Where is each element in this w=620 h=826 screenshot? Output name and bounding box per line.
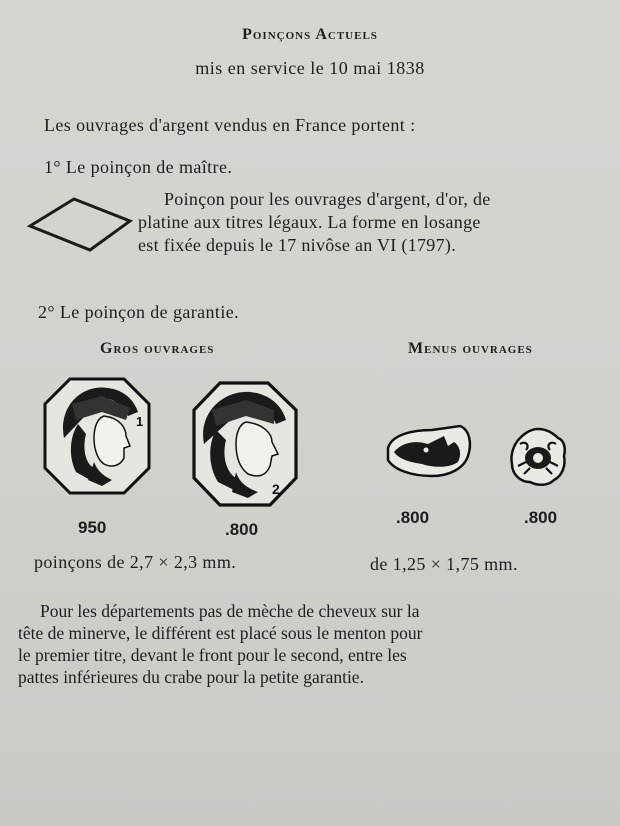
- gros-size-text: poinçons de 2,7 × 2,3 mm.: [34, 552, 237, 572]
- section2-label: 2° Le poinçon de garantie.: [38, 302, 240, 322]
- corner-number: 2: [272, 481, 280, 497]
- footer-line: pattes inférieures du crabe pour la petite garantie.: [18, 667, 364, 687]
- menus-ouvrages-heading: Menus ouvrages: [408, 340, 533, 357]
- minerva-head-icon: [190, 380, 302, 508]
- section1-description: [138, 188, 491, 257]
- section1-label: 1° Le poinçon de maître.: [44, 157, 233, 177]
- footer-paragraph: [18, 600, 608, 688]
- desc-line: Poinçon pour les ouvrages d'argent, d'or, de: [164, 189, 491, 209]
- footer-line: tête de minerve, le différent est placé sous le menton pour: [18, 623, 423, 643]
- page-subtitle: mis en service le 10 mai 1838: [195, 58, 425, 78]
- menus-size-text: de 1,25 × 1,75 mm.: [370, 554, 518, 574]
- desc-line: platine aux titres légaux. La forme en losange: [138, 212, 481, 232]
- mark-value: .800: [524, 508, 558, 527]
- mark-value: .800: [396, 508, 430, 527]
- crab-icon: [508, 426, 568, 488]
- mark-value: .800: [225, 520, 259, 539]
- gros-ouvrages-heading: Gros ouvrages: [100, 340, 215, 357]
- footer-line: Pour les départements pas de mèche de cheveux sur la: [40, 601, 420, 621]
- boar-head-icon: [382, 422, 474, 482]
- minerva-head-icon: [42, 376, 152, 496]
- desc-line: est fixée depuis le 17 nivôse an VI (1797).: [138, 235, 456, 255]
- page-title: Poinçons Actuels: [242, 26, 378, 43]
- lozenge-shape-icon: [26, 196, 134, 254]
- intro-text: Les ouvrages d'argent vendus en France portent :: [44, 115, 416, 135]
- footer-line: le premier titre, devant le front pour le second, entre les: [18, 645, 407, 665]
- corner-number: 1: [136, 414, 144, 429]
- mark-value: 950: [78, 518, 107, 537]
